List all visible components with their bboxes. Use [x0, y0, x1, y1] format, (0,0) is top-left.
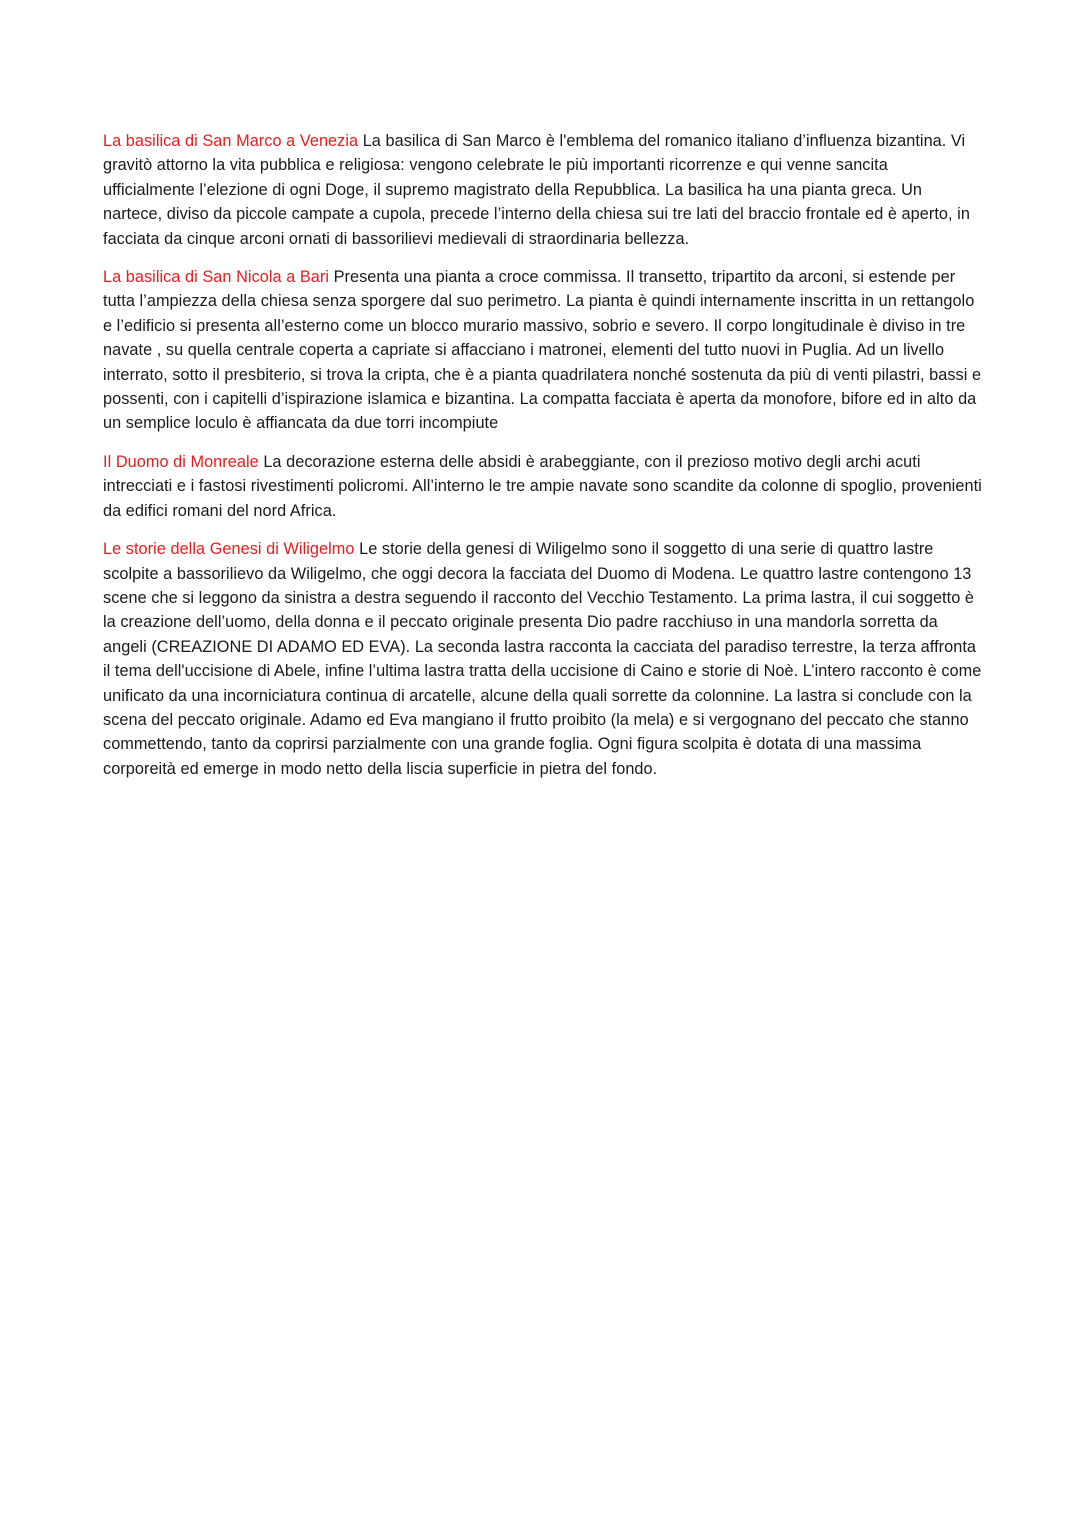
- paragraph-text: La decorazione esterna delle absidi è arabeggiante, con il prezioso motivo degli archi acuti intrecciati e i fastosi rivestimenti policromi. All’interno le tre ampie navate sono scandite da colonne di spoglio, provenienti da edifici romani del nord Africa.: [103, 452, 982, 520]
- paragraph-text: Presenta una pianta a croce commissa. Il transetto, tripartito da arconi, si estende per tutta l’ampiezza della chiesa senza sporgere dal suo perimetro. La pianta è quindi internamente inscritta in un rettangolo e l’edificio si presenta all’esterno come un blocco murario massivo, sobrio e severo. Il corpo longitudinale è diviso in tre navate , su quella centrale coperta a capriate si affacciano i matronei, elementi del tutto nuovi in Puglia. Ad un livello interrato, sotto il presbiterio, si trova la cripta, che è a pianta quadrilatera nonché sostenuta da più di venti pilastri, bassi e possenti, con i capitelli d’ispirazione islamica e bizantina. La compatta facciata è aperta da monofore, bifore ed in alto da un semplice loculo è affiancata da due torri incompiute: [103, 268, 982, 433]
- paragraph-san-nicola: [103, 265, 983, 436]
- paragraph-heading: La basilica di San Nicola a Bari: [103, 268, 330, 287]
- paragraph-text: La basilica di San Marco è l'emblema del romanico italiano d’influenza bizantina. Vi gravitò attorno la vita pubblica e religiosa: vengono celebrate le più importanti ricorrenze e qui venne sancita ufficialmente l’elezione di ogni Doge, il supremo magistrato della Repubblica. La basilica ha una pianta greca. Un nartece, diviso da piccole campate a cupola, precede l’interno della chiesa sui tre lati del braccio frontale ed è aperto, in facciata da cinque arconi ornati di bassorilievi medievali di straordinaria bellezza.: [103, 132, 970, 248]
- paragraph-heading: Il Duomo di Monreale: [103, 452, 259, 471]
- paragraph-heading: La basilica di San Marco a Venezia: [103, 132, 359, 150]
- paragraph-heading: Le storie della Genesi di Wiligelmo: [103, 540, 355, 559]
- paragraph-wiligelmo: [103, 537, 983, 781]
- paragraph-text: Le storie della genesi di Wiligelmo sono il soggetto di una serie di quattro lastre scolpite a bassorilievo da Wiligelmo, che oggi decora la facciata del Duomo di Modena. Le quattro lastre contengono 13 scene che si leggono da sinistra a destra seguendo il racconto del Vecchio Testamento. La prima lastra, il cui soggetto è la creazione dell’uomo, della donna e il peccato originale presenta Dio padre racchiuso in una mandorla sorretta da angeli (CREAZIONE DI ADAMO ED EVA). La seconda lastra racconta la cacciata del paradiso terrestre, la terza affronta il tema dell'uccisione di Abele, infine l’ultima lastra tratta della uccisione di Caino e storie di Noè. L’intero racconto è come unificato da una incorniciatura continua di arcatelle, alcune della quali sorrette da colonnine. La lastra si conclude con la scena del peccato originale. Adamo ed Eva mangiano il frutto proibito (la mela) e si vergognano del peccato che stanno commettendo, tanto da coprirsi parzialmente con una grande foglia. Ogni figura scolpita è dotata di una massima corporeità ed emerge in modo netto della liscia superficie in pietra del fondo.: [103, 540, 982, 778]
- document-body: [103, 129, 983, 795]
- paragraph-san-marco: [103, 129, 983, 251]
- paragraph-monreale: [103, 450, 983, 523]
